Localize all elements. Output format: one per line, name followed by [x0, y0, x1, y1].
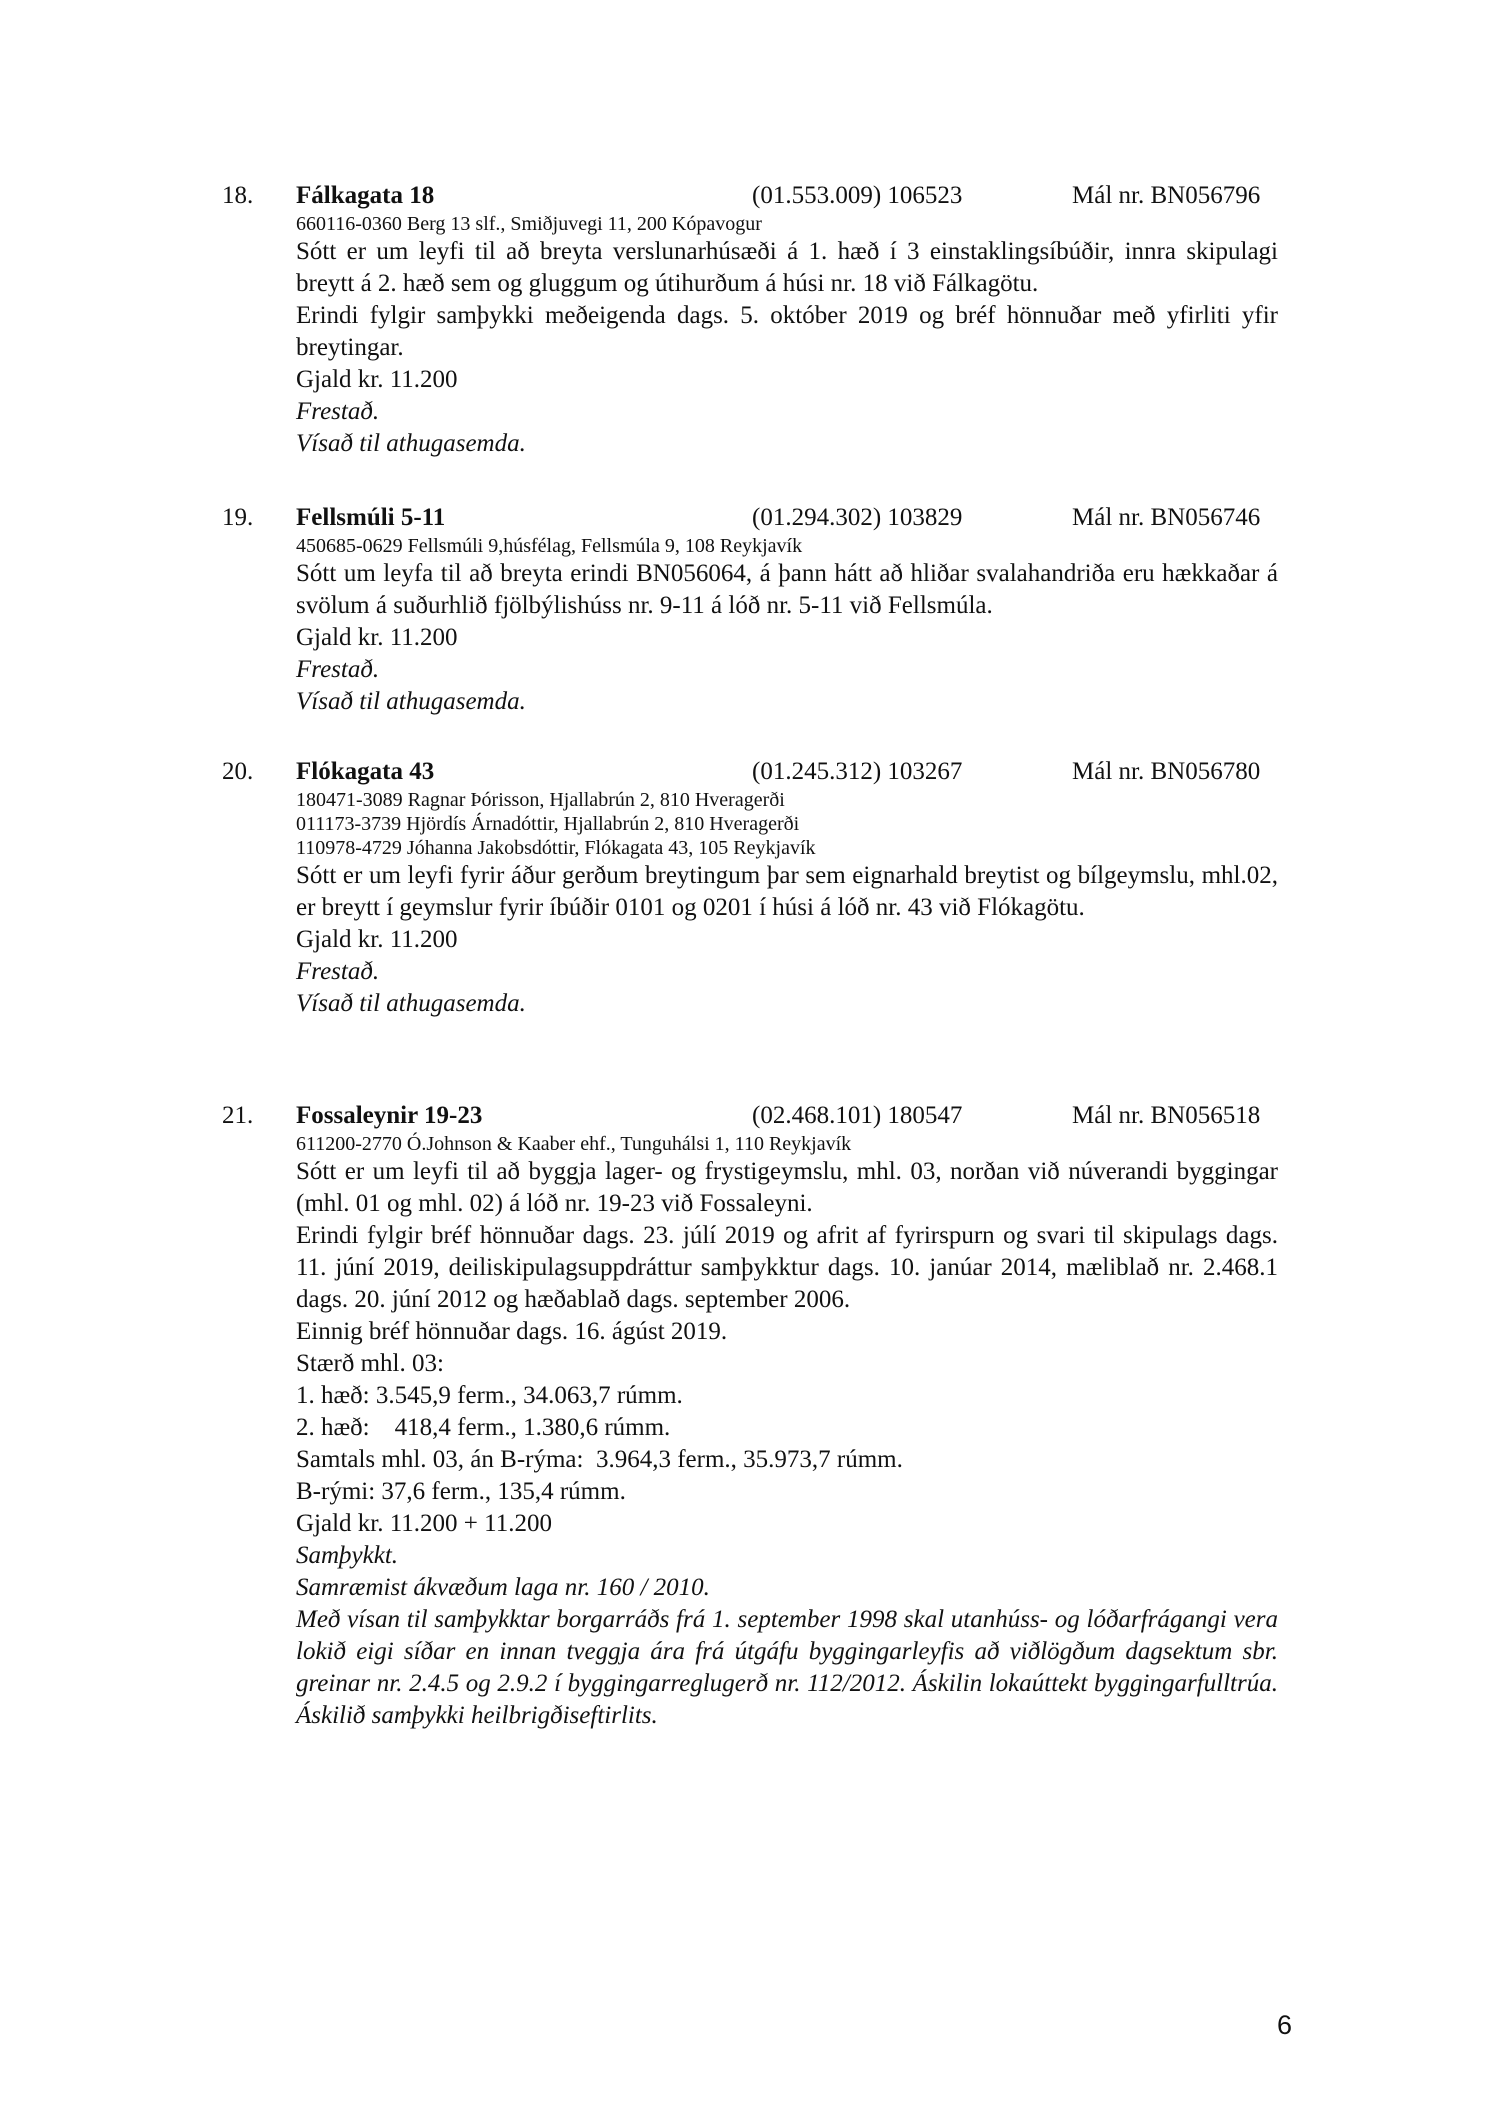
fee-line: Gjald kr. 11.200 — [296, 624, 458, 651]
detail-line: B-rými: 37,6 ferm., 135,4 rúmm. — [296, 1478, 626, 1505]
page-number: 6 — [1276, 2010, 1292, 2040]
fee-line: Gjald kr. 11.200 — [296, 366, 458, 393]
applicant-line: 611200-2770 Ó.Johnson & Kaaber ehf., Tunguhálsi 1, 110 Reykjavík — [296, 1133, 852, 1155]
case-entry-19 — [222, 502, 1278, 718]
detail-line: Samtals mhl. 03, án B-rýma: 3.964,3 ferm., 35.973,7 rúmm. — [296, 1446, 903, 1473]
entry-header — [222, 180, 1278, 212]
entry-number: 18. — [222, 182, 254, 209]
detail-line: Einnig bréf hönnuðar dags. 16. ágúst 2019. — [296, 1318, 728, 1345]
decision-line: Frestað. — [296, 656, 380, 683]
description-paragraph: Sótt er um leyfi til að breyta verslunarhúsæði á 1. hæð í 3 einstaklingsíbúðir, innra skipulagi breytt á 2. hæð sem og gluggum og útihurðum á húsi nr. 18 við Fálkagötu. — [296, 238, 1278, 297]
entry-address: Fellsmúli 5-11 — [296, 504, 446, 531]
entry-plot-id: (01.245.312) 103267 — [752, 758, 963, 785]
final-note-paragraph: Með vísan til samþykktar borgarráðs frá 1. september 1998 skal utanhúss- og lóðarfrágangi vera lokið eigi síðar en innan tveggja ára frá útgáfu byggingarleyfis að viðlögðum dagsektum sbr. greinar nr. 2.4.5 og 2.9.2 í byggingarreglugerð nr. 112/2012. Áskilin lokaúttekt byggingarfulltrúa. Áskilið samþykki heilbrigðiseftirlits. — [296, 1606, 1278, 1729]
description-paragraph: Sótt er um leyfi fyrir áður gerðum breytingum þar sem eignarhald breytist og bílgeymslu, mhl.02, er breytt í geymslur fyrir íbúðir 0101 og 0201 í húsi á lóð nr. 43 við Flókagötu. — [296, 862, 1278, 921]
entry-header — [222, 1100, 1278, 1132]
applicant-line: 011173-3739 Hjördís Árnadóttir, Hjallabrún 2, 810 Hveragerði — [296, 813, 800, 835]
decision-line: Vísað til athugasemda. — [296, 688, 526, 715]
detail-line: Stærð mhl. 03: — [296, 1350, 444, 1377]
entry-case-number: Mál nr. BN056796 — [1072, 182, 1261, 209]
entry-address: Flókagata 43 — [296, 758, 435, 785]
decision-line: Samræmist ákvæðum laga nr. 160 / 2010. — [296, 1574, 710, 1601]
entry-number: 19. — [222, 504, 254, 531]
decision-line: Frestað. — [296, 958, 380, 985]
description-paragraph: Sótt um leyfa til að breyta erindi BN056064, á þann hátt að hliðar svalahandriða eru hækkaðar á svölum á suðurhlið fjölbýlishúss nr. 9-11 á lóð nr. 5-11 við Fellsmúla. — [296, 560, 1278, 619]
decision-line: Vísað til athugasemda. — [296, 990, 526, 1017]
fee-line: Gjald kr. 11.200 — [296, 926, 458, 953]
decision-line: Frestað. — [296, 398, 380, 425]
fee-line: Gjald kr. 11.200 + 11.200 — [296, 1510, 552, 1537]
decision-line: Samþykkt. — [296, 1542, 399, 1569]
entry-case-number: Mál nr. BN056780 — [1072, 758, 1261, 785]
description-paragraph: Sótt er um leyfi til að byggja lager- og frystigeymslu, mhl. 03, norðan við núverandi byggingar (mhl. 01 og mhl. 02) á lóð nr. 19-23 við Fossaleyni. — [296, 1158, 1278, 1217]
entry-number: 21. — [222, 1102, 254, 1129]
case-entry-18 — [222, 180, 1278, 460]
entry-case-number: Mál nr. BN056746 — [1072, 504, 1261, 531]
description-paragraph: Erindi fylgir bréf hönnuðar dags. 23. júlí 2019 og afrit af fyrirspurn og svari til skipulags dags. 11. júní 2019, deiliskipulagsuppdráttur samþykktur dags. 10. janúar 2014, mæliblað nr. 2.468.1 dags. 20. júní 2012 og hæðablað dags. september 2006. — [296, 1222, 1278, 1313]
detail-line: 2. hæð: 418,4 ferm., 1.380,6 rúmm. — [296, 1414, 671, 1441]
description-paragraph: Erindi fylgir samþykki meðeigenda dags. 5. október 2019 og bréf hönnuðar með yfirliti yfir breytingar. — [296, 302, 1278, 361]
entry-case-number: Mál nr. BN056518 — [1072, 1102, 1261, 1129]
entry-address: Fálkagata 18 — [296, 182, 435, 209]
entry-plot-id: (01.553.009) 106523 — [752, 182, 963, 209]
entry-header — [222, 756, 1278, 788]
entry-number: 20. — [222, 758, 254, 785]
entry-plot-id: (01.294.302) 103829 — [752, 504, 963, 531]
entry-header — [222, 502, 1278, 534]
detail-line: 1. hæð: 3.545,9 ferm., 34.063,7 rúmm. — [296, 1382, 683, 1409]
applicant-line: 110978-4729 Jóhanna Jakobsdóttir, Flókagata 43, 105 Reykjavík — [296, 837, 816, 859]
case-entry-21 — [222, 1100, 1278, 1732]
applicant-line: 180471-3089 Ragnar Þórisson, Hjallabrún 2, 810 Hveragerði — [296, 789, 785, 811]
applicant-line: 660116-0360 Berg 13 slf., Smiðjuvegi 11, 200 Kópavogur — [296, 213, 762, 235]
decision-line: Vísað til athugasemda. — [296, 430, 526, 457]
case-entry-20 — [222, 756, 1278, 1020]
entry-address: Fossaleynir 19-23 — [296, 1102, 483, 1129]
entry-plot-id: (02.468.101) 180547 — [752, 1102, 963, 1129]
applicant-line: 450685-0629 Fellsmúli 9,húsfélag, Fellsmúla 9, 108 Reykjavík — [296, 535, 803, 557]
